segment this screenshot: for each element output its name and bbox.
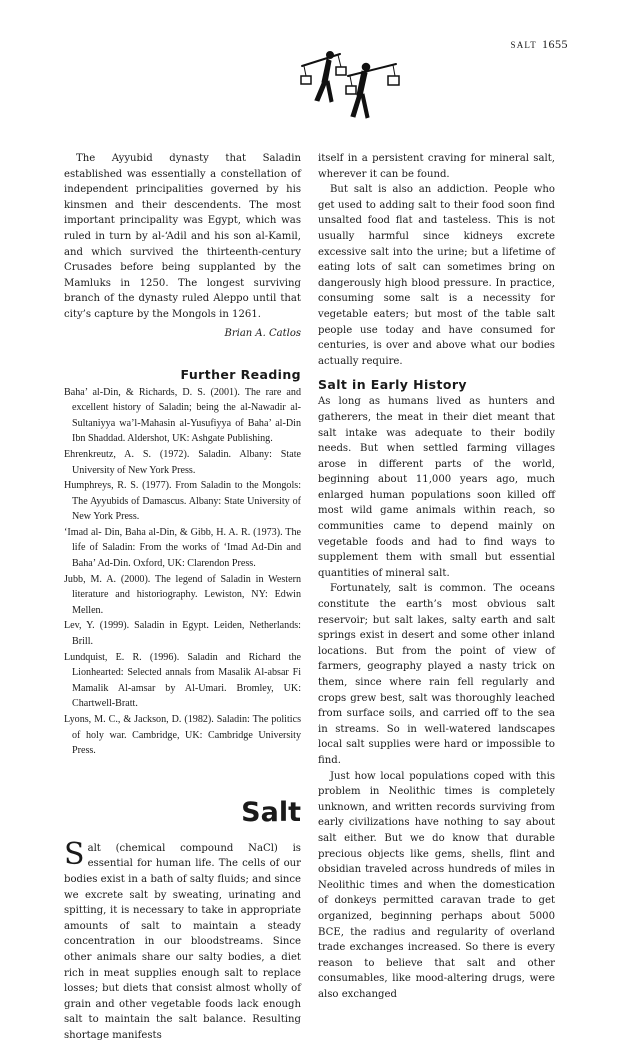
hunters-paragraph: As long as humans lived as hunters and gatherers, the meat in their diet meant that salt intake was adequate to their bodily needs. But when settled farming villages arose in different parts of the world, beginning about 11,000 years ago, much enlarged human populations soon killed off most wild game animals within reach, so communities came to depend mainly on vegetable foods and had to find ways to supplement them with small but essential quantities of mineral salt. <box>318 396 555 579</box>
section-heading: Salt in Early History <box>318 377 467 393</box>
addiction-paragraph: But salt is also an addiction. People who get used to adding salt to their food soon find unsalted food flat and tasteless. This is not usually harmful since kidneys excrete excessive salt into the urine; but a lifetime of eating lots of salt can sometimes bring on dangerously high blood pressure. In practice, consuming some salt is a necessity for vegetable eaters; but most of the table salt people use today and have consumed for centuries, is over and above what our bodies actually require. <box>318 184 555 367</box>
salt-intro-text: alt (chemical compound NaCl) is essential for human life. The cells of our bodies exist in a bath of salty fluids; and since we excrete salt by sweating, urinating and spitting, it is necessary to take in appropriate amounts of salt to maintain a steady concentration in our bloodstreams. Since other animals share our salty bodies, a diet rich in meat supplies enough salt to replace losses; but diets that consist almost wholly of grain and other vegetable foods lack enough salt to maintain the salt balance. Resulting shortage manifests <box>64 842 301 1041</box>
reference-list <box>64 385 301 759</box>
reference-item: Lev, Y. (1999). Saladin in Egypt. Leiden, Netherlands: Brill. <box>64 620 301 648</box>
running-header <box>511 37 568 52</box>
neolithic-paragraph: Just how local populations coped with this problem in Neolithic times is completely unknown, and written records surviving from early civilizations have nothing to say about salt either. But we do know that durable precious objects like gems, shells, flint and obsidian traveled across hundreds of miles in Neolithic times and when the domestication of donkeys permitted caravan trade to get organized, beginning perhaps about 5000 BCE, the radius and regularity of overland trade exchanges increased. So there is every reason to believe that salt and other consumables, like mood-altering drugs, were also exchanged <box>318 770 555 1000</box>
salt-common-paragraph: Fortunately, salt is common. The oceans constitute the earth’s most obvious salt reservoir; but salt lakes, salty earth and salt springs exist in desert and some other inland locations. But from the point of view of farmers, geography played a nasty trick on them, since where rain fell regularly and crops grew best, salt was thoroughly leached from surface soils, and carried off to the sea in streams. So in well-watered landscapes local salt supplies were hard or impossible to find. <box>318 583 555 766</box>
ayyubid-paragraph: The Ayyubid dynasty that Saladin established was essentially a constellation of independent principalities governed by his kinsmen and their descendents. The most important principality was Egypt, which was ruled in turn by al-‘Adil and his son al-Kamil, and which survived the thirteenth-century Crusades before being supplanted by the Mamluks in 1250. The longest surviving branch of the dynasty ruled Aleppo until that city’s capture by the Mongols in 1261. <box>64 153 301 320</box>
reference-item: Humphreys, R. S. (1977). From Saladin to the Mongols: The Ayyubids of Damascus. Albany: State University of New York Press. <box>64 480 301 523</box>
reference-item: Jubb, M. A. (2000). The legend of Saladin in Western literature and historiography. Lewiston, NY: Edwin Mellen. <box>64 573 301 616</box>
section-label: SALT <box>510 40 537 50</box>
drop-cap: S <box>64 836 85 872</box>
reference-item: Lyons, M. C., & Jackson, D. (1982). Saladin: The politics of holy war. Cambridge, UK: Cambridge University Press. <box>64 714 301 757</box>
reference-item: ‘Imad al- Din, Baha al-Din, & Gibb, H. A. R. (1973). The life of Saladin: From the works of ‘Imad Ad-Din and Baha’ Ad-Din. Oxford, UK: Clarendon Press. <box>64 526 301 570</box>
craving-paragraph: itself in a persistent craving for mineral salt, wherever it can be found. <box>318 153 555 180</box>
left-column <box>64 151 301 1044</box>
salt-carriers-illustration <box>300 50 400 122</box>
reference-item: Baha’ al-Din, & Richards, D. S. (2001). The rare and excellent history of Saladin; being the al-Nawadir al-Sultaniyya wa’l-Mahasin al-Yusufiyya of Baha’ al-Din Ibn Shaddad. Aldershot, UK: Ashgate Publishing. <box>64 386 301 445</box>
further-reading-heading: Further Reading <box>180 366 301 382</box>
reference-item: Ehrenkreutz, A. S. (1972). Saladin. Albany: State University of New York Press. <box>64 448 301 476</box>
salt-intro-paragraph <box>64 836 301 1044</box>
page-number: 1655 <box>542 37 568 51</box>
reference-item: Lundquist, E. R. (1996). Saladin and Richard the Lionhearted: Selected annals from Masalik Al-absar Fi Mamalik Al-amsar by Al-Umari. Bromley, UK: Chartwell-Bratt. <box>64 651 301 710</box>
right-column <box>318 151 555 1002</box>
author-signature: Brian A. Catlos <box>224 327 301 339</box>
article-title: Salt <box>241 796 301 828</box>
